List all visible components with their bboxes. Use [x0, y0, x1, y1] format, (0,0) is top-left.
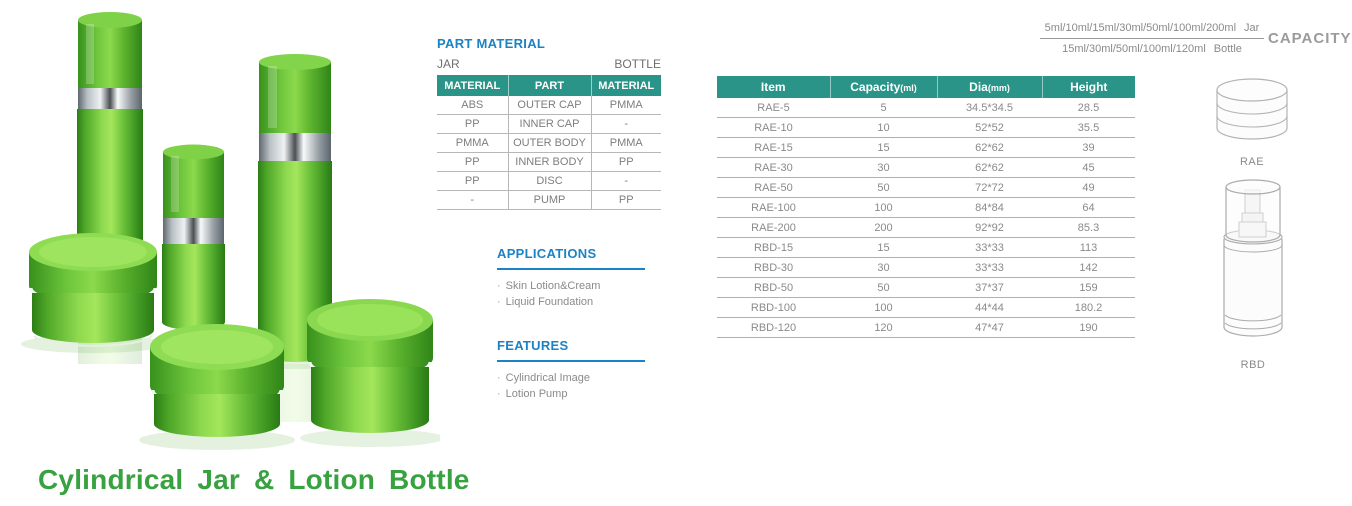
bottle-label: BOTTLE: [614, 57, 661, 71]
capacity-cell: 50: [830, 178, 937, 198]
part-material-section: [437, 36, 661, 210]
size-table-row: [717, 138, 1135, 158]
dia-cell: 72*72: [937, 178, 1042, 198]
height-cell: 190: [1042, 318, 1135, 338]
item-cell: RAE-5: [717, 98, 830, 118]
features-section: [497, 338, 645, 402]
capacity-cell: 5: [830, 98, 937, 118]
jar-material-cell: PP: [437, 172, 508, 191]
size-table-row: [717, 318, 1135, 338]
applications-title: APPLICATIONS: [497, 246, 645, 270]
item-header: Item: [717, 76, 830, 98]
cream-jar-right: [307, 299, 433, 433]
cream-jar-left: [29, 233, 157, 346]
item-cell: RBD-15: [717, 238, 830, 258]
size-table-row: [717, 98, 1135, 118]
height-header: Height: [1042, 76, 1135, 98]
capacity-cell: 120: [830, 318, 937, 338]
capacity-jar-values: 5ml/10ml/15ml/30ml/50ml/100ml/200ml: [1044, 22, 1237, 34]
item-cell: RBD-120: [717, 318, 830, 338]
capacity-bottle-suffix: Bottle: [1213, 43, 1242, 55]
size-table-row: [717, 118, 1135, 138]
height-cell: 180.2: [1042, 298, 1135, 318]
bullet-icon: ·: [497, 280, 501, 292]
item-cell: RAE-15: [717, 138, 830, 158]
part-cell: OUTER CAP: [508, 96, 591, 115]
part-cell: DISC: [508, 172, 591, 191]
jar-material-cell: -: [437, 191, 508, 210]
part-cell: PUMP: [508, 191, 591, 210]
dia-cell: 37*37: [937, 278, 1042, 298]
bottle-material-cell: PP: [591, 191, 661, 210]
rae-jar-diagram: [1212, 76, 1292, 168]
height-cell: 64: [1042, 198, 1135, 218]
list-item-label: Liquid Foundation: [505, 296, 594, 308]
features-list: [497, 370, 645, 402]
dia-cell: 34.5*34.5: [937, 98, 1042, 118]
height-cell: 113: [1042, 238, 1135, 258]
product-photo-illustration: [0, 0, 440, 460]
bottle-outline-icon: [1222, 177, 1284, 347]
item-cell: RBD-100: [717, 298, 830, 318]
capacity-title: CAPACITY: [1268, 30, 1352, 47]
part-material-title: PART MATERIAL: [437, 36, 546, 51]
part-material-row: [437, 115, 661, 134]
dia-cell: 92*92: [937, 218, 1042, 238]
capacity-header: Capacity(ml): [830, 76, 937, 98]
dia-cell: 62*62: [937, 158, 1042, 178]
capacity-cell: 15: [830, 238, 937, 258]
dia-cell: 44*44: [937, 298, 1042, 318]
list-item-label: Lotion Pump: [505, 388, 568, 400]
jar-material-cell: PMMA: [437, 134, 508, 153]
item-cell: RAE-10: [717, 118, 830, 138]
height-cell: 159: [1042, 278, 1135, 298]
dia-cell: 52*52: [937, 118, 1042, 138]
rae-diagram-label: RAE: [1239, 156, 1265, 168]
features-title: FEATURES: [497, 338, 645, 362]
cream-jar-center: [150, 324, 284, 437]
size-table: [717, 76, 1135, 338]
bottle-material-cell: PMMA: [591, 134, 661, 153]
size-table-row: [717, 218, 1135, 238]
size-table-row: [717, 278, 1135, 298]
capacity-bottle-line: [1040, 39, 1264, 55]
item-cell: RAE-50: [717, 178, 830, 198]
jar-material-header: MATERIAL: [437, 75, 508, 96]
jar-label: JAR: [437, 57, 460, 71]
jar-material-cell: ABS: [437, 96, 508, 115]
list-item-label: Skin Lotion&Cream: [505, 280, 601, 292]
capacity-jar-suffix: Jar: [1244, 22, 1260, 34]
product-photo: [0, 0, 440, 460]
size-table-row: [717, 158, 1135, 178]
dia-cell: 62*62: [937, 138, 1042, 158]
list-item: [497, 386, 645, 402]
height-cell: 28.5: [1042, 98, 1135, 118]
height-cell: 39: [1042, 138, 1135, 158]
dia-cell: 47*47: [937, 318, 1042, 338]
height-cell: 35.5: [1042, 118, 1135, 138]
list-item: [497, 370, 645, 386]
bottle-material-cell: -: [591, 115, 661, 134]
lotion-bottle-middle: [162, 145, 225, 331]
capacity-summary: [1040, 22, 1264, 55]
capacity-bottle-values: 15ml/30ml/50ml/100ml/120ml: [1062, 43, 1206, 55]
applications-list: [497, 278, 645, 310]
part-material-table: [437, 75, 661, 210]
jar-material-cell: PP: [437, 115, 508, 134]
part-material-row: [437, 153, 661, 172]
dia-header: Dia(mm): [937, 76, 1042, 98]
capacity-cell: 30: [830, 158, 937, 178]
size-table-row: [717, 298, 1135, 318]
jar-material-cell: PP: [437, 153, 508, 172]
bottle-material-header: MATERIAL: [591, 75, 661, 96]
dia-cell: 33*33: [937, 238, 1042, 258]
height-cell: 85.3: [1042, 218, 1135, 238]
part-cell: INNER CAP: [508, 115, 591, 134]
bottle-material-cell: -: [591, 172, 661, 191]
capacity-cell: 50: [830, 278, 937, 298]
item-cell: RBD-50: [717, 278, 830, 298]
bullet-icon: ·: [497, 372, 501, 384]
rbd-diagram-label: RBD: [1240, 359, 1266, 371]
size-table-header-row: [717, 76, 1135, 98]
size-table-row: [717, 258, 1135, 278]
capacity-cell: 200: [830, 218, 937, 238]
part-header: PART: [508, 75, 591, 96]
item-cell: RAE-200: [717, 218, 830, 238]
capacity-cell: 30: [830, 258, 937, 278]
item-cell: RBD-30: [717, 258, 830, 278]
part-material-row: [437, 96, 661, 115]
size-table-row: [717, 178, 1135, 198]
capacity-cell: 100: [830, 298, 937, 318]
list-item-label: Cylindrical Image: [505, 372, 591, 384]
capacity-cell: 10: [830, 118, 937, 138]
list-item: [497, 278, 645, 294]
part-cell: OUTER BODY: [508, 134, 591, 153]
part-material-row: [437, 172, 661, 191]
part-material-header-row: [437, 75, 661, 96]
height-cell: 45: [1042, 158, 1135, 178]
page-title: Cylindrical Jar & Lotion Bottle: [38, 464, 470, 495]
applications-section: [497, 246, 645, 310]
dia-cell: 33*33: [937, 258, 1042, 278]
capacity-jar-line: [1040, 22, 1264, 39]
list-item: [497, 294, 645, 310]
dia-cell: 84*84: [937, 198, 1042, 218]
capacity-cell: 100: [830, 198, 937, 218]
part-cell: INNER BODY: [508, 153, 591, 172]
part-material-row: [437, 191, 661, 210]
item-cell: RAE-30: [717, 158, 830, 178]
capacity-cell: 15: [830, 138, 937, 158]
size-table-row: [717, 198, 1135, 218]
bullet-icon: ·: [497, 388, 501, 400]
part-material-row: [437, 134, 661, 153]
bottle-material-cell: PMMA: [591, 96, 661, 115]
height-cell: 49: [1042, 178, 1135, 198]
part-material-column-labels: [437, 57, 661, 71]
rbd-bottle-diagram: [1222, 177, 1284, 371]
jar-outline-icon: [1213, 76, 1291, 144]
bottle-material-cell: PP: [591, 153, 661, 172]
size-table-row: [717, 238, 1135, 258]
bullet-icon: ·: [497, 296, 501, 308]
item-cell: RAE-100: [717, 198, 830, 218]
height-cell: 142: [1042, 258, 1135, 278]
